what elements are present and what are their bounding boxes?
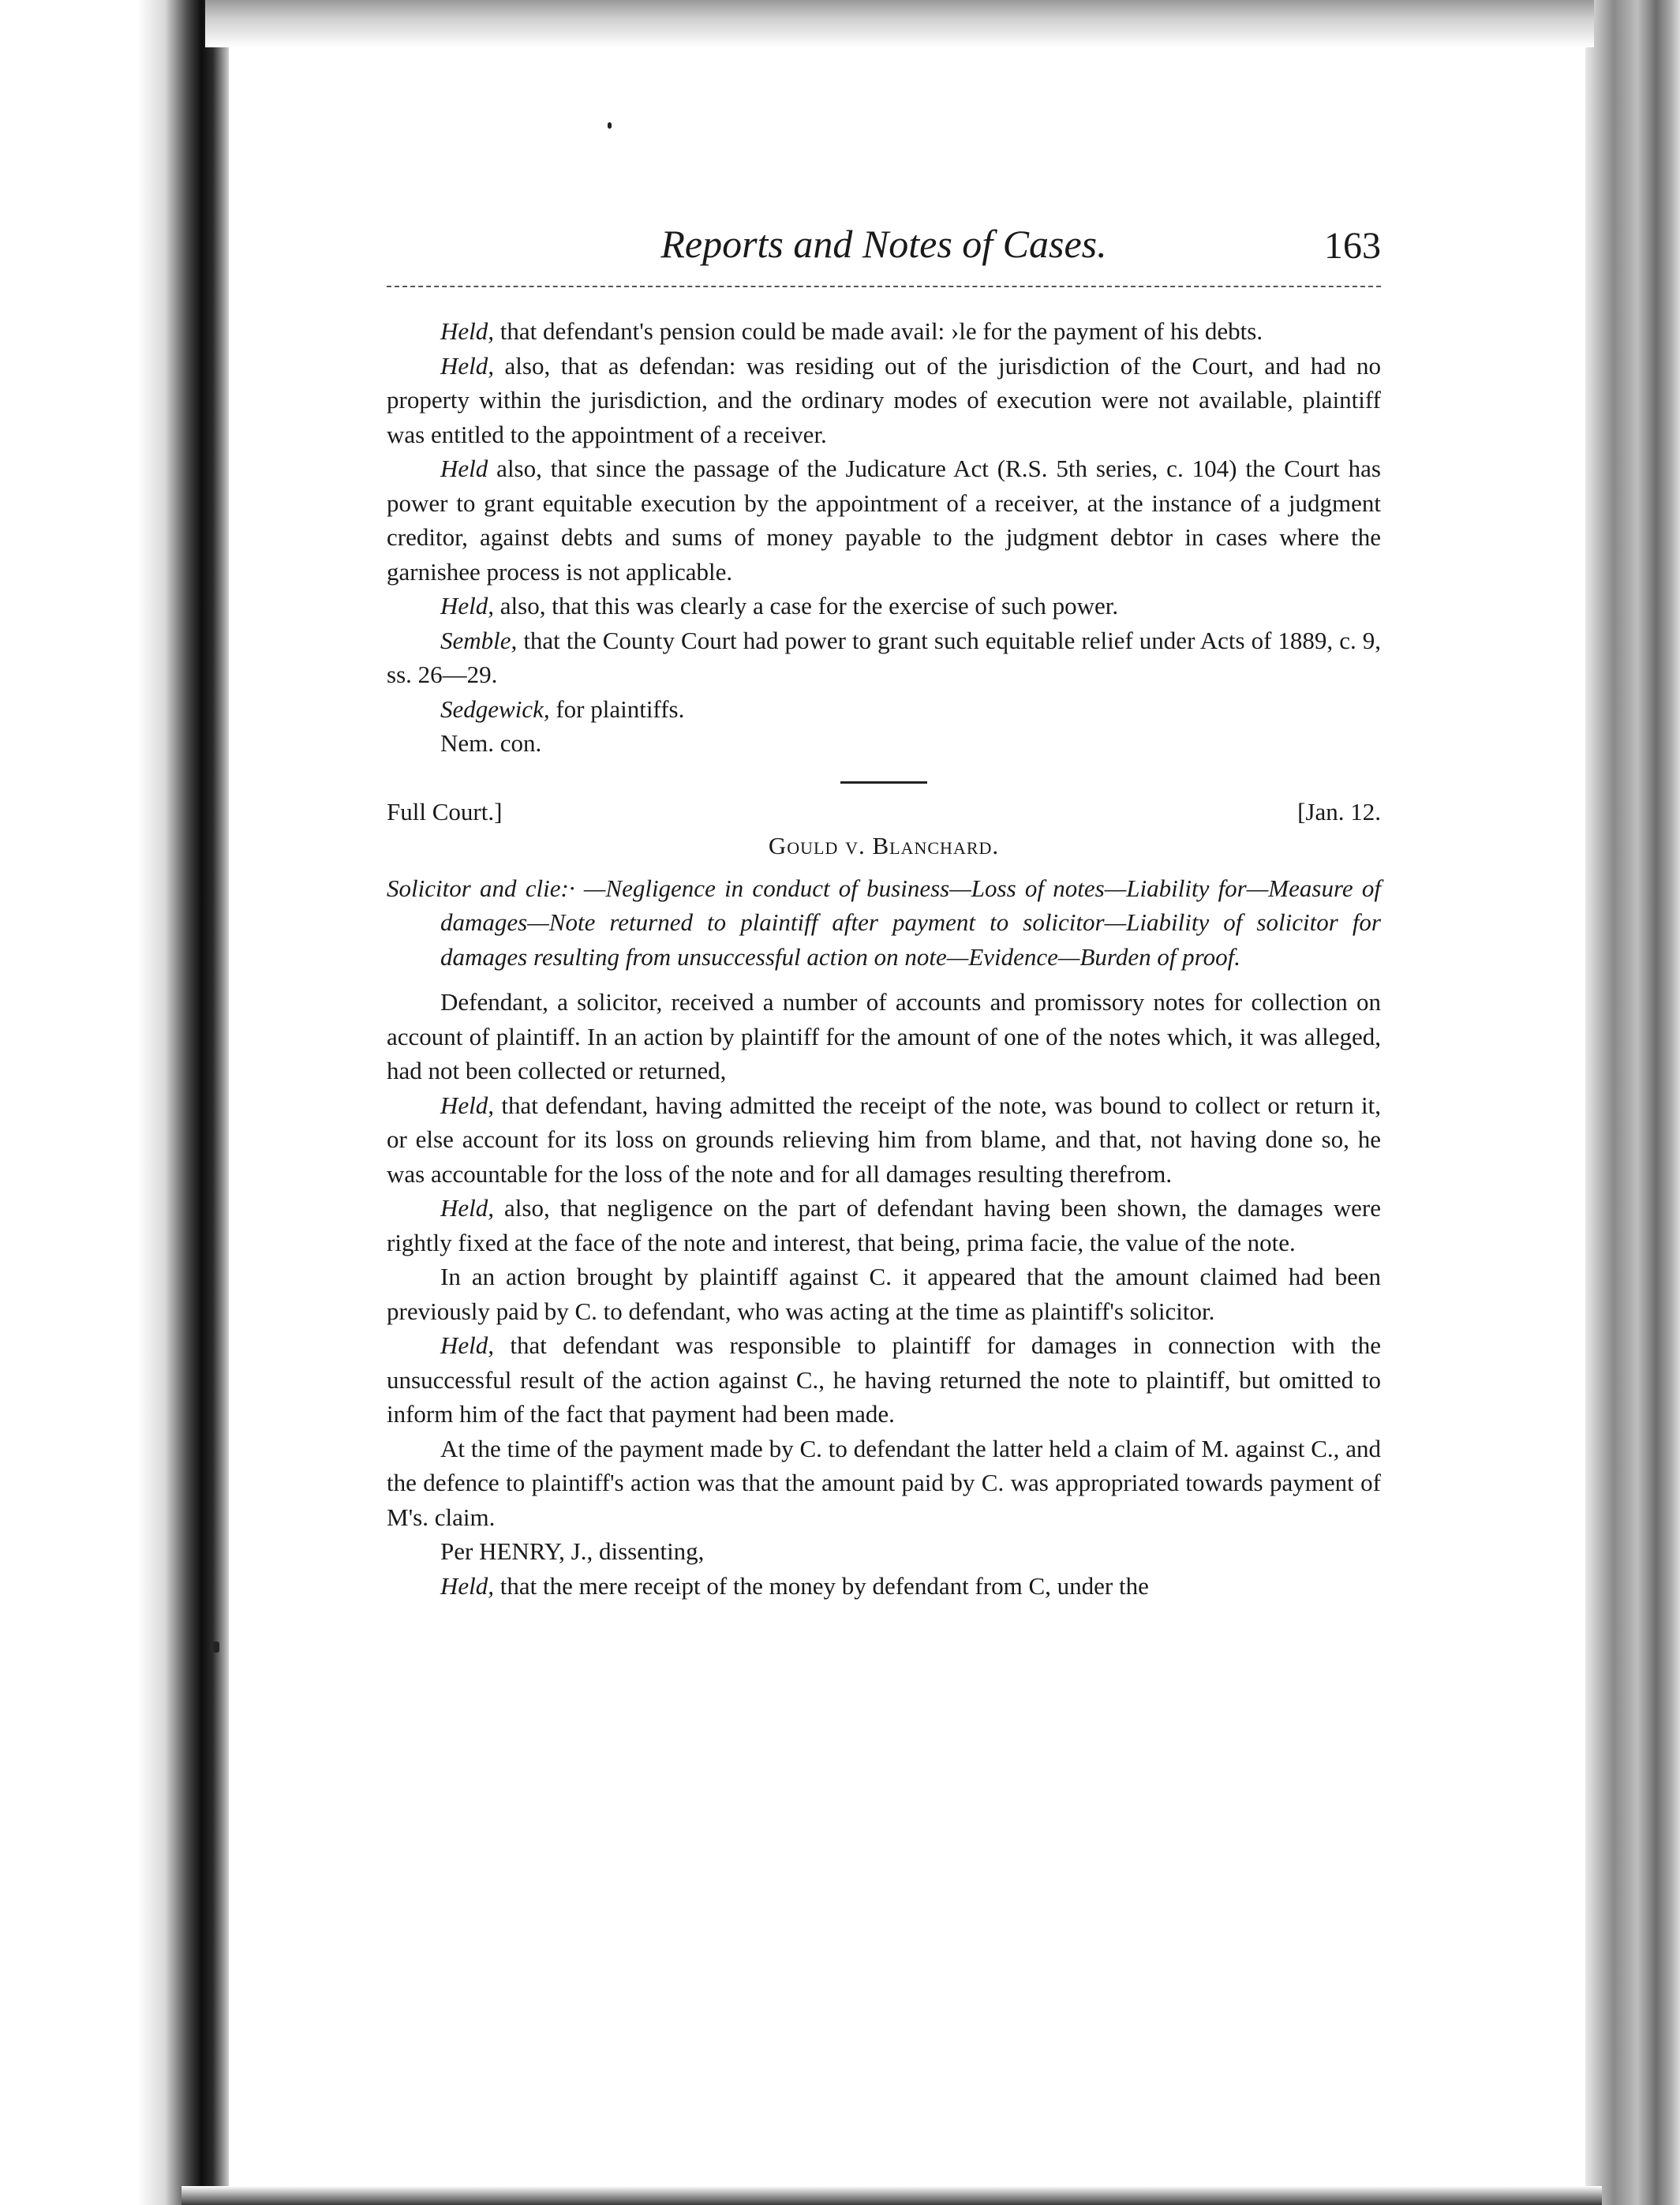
counsel-name: Sedgewick, <box>440 694 550 723</box>
held-label: Held <box>440 455 488 482</box>
scan-right-edge <box>1585 0 1680 2205</box>
paragraph-text: Defendant, a solicitor, received a number of accounts and promissory notes for collection on account of plaintiff. In an action by plaintiff for the amount of one of the notes which, it was alleged, had not been collected or returned, <box>387 988 1381 1084</box>
case-title: Gould v. Blanchard. <box>768 832 1000 859</box>
paragraph <box>387 623 1381 692</box>
page-number: 163 <box>1324 225 1381 267</box>
paragraph <box>387 1534 1381 1569</box>
scan-bottom-edge <box>181 2186 1602 2205</box>
paragraph-text: that the mere receipt of the money by defendant from C, under the <box>494 1571 1149 1600</box>
paragraph-text: also, that this was clearly a case for the exercise of such power. <box>494 592 1119 620</box>
paragraph-text: that the County Court had power to grant such equitable relief under Acts of 1889, c. 9, ss. 26—29. <box>387 626 1381 688</box>
scan-speck <box>608 122 612 129</box>
paragraph-text: Nem. con. <box>440 729 542 757</box>
paragraph-text: for plaintiffs. <box>549 694 685 723</box>
paragraph-text: that defendant's pension could be made avail: ›le for the payment of his debts. <box>494 317 1263 345</box>
paragraph <box>387 1088 1381 1192</box>
paragraph <box>387 1191 1381 1260</box>
paragraph-text: In an action brought by plaintiff against C. it appeared that the amount claimed had been previously paid by C. to defendant, who was acting at the time as plaintiff's solicitor. <box>387 1263 1381 1325</box>
body-text <box>387 314 1381 1603</box>
running-title: Reports and Notes of Cases. <box>660 222 1107 266</box>
held-label: Held, <box>440 1091 495 1119</box>
paragraph-text: At the time of the payment made by C. to defendant the latter held a claim of M. against C., and the defence to plaintiff's action was that the amount paid by C. was appropriated towards payment of M's. claim. <box>387 1434 1381 1531</box>
paragraph <box>387 1432 1381 1535</box>
paragraph-text: that defendant, having admitted the receipt of the note, was bound to collect or return it, or else account for its loss on grounds relieving him from blame, and that, not having done so, he was accountable for the loss of the note and for all damages resulting therefrom. <box>387 1091 1381 1188</box>
paragraph <box>387 1328 1381 1432</box>
section-divider <box>840 781 927 784</box>
paragraph-text: also, that as defendan: was residing out of the jurisdiction of the Court, and had no property within the jurisdiction, and the ordinary modes of execution were not available, plaintiff was entitled to the appointment of a receiver. <box>387 351 1381 448</box>
scan-speck <box>213 1642 219 1653</box>
paragraph <box>387 349 1381 452</box>
paragraph-text: also, that negligence on the part of defendant having been shown, the damages were rightly fixed at the face of the note and interest, that being, prima facie, the value of the note. <box>387 1194 1381 1256</box>
paragraph <box>387 314 1381 349</box>
paragraph-text: also, that since the passage of the Judicature Act (R.S. 5th series, c. 104) the Court has power to grant equitable execution by the appointment of a receiver, at the instance of a judgment creditor, against debts and sums of money payable to the judgment debtor in cases where the garnishee process is not applicable. <box>387 455 1381 586</box>
held-label: Held, <box>440 1194 495 1222</box>
paragraph <box>387 451 1381 589</box>
paragraph <box>387 1260 1381 1328</box>
scan-top-edge <box>205 0 1594 47</box>
paragraph <box>387 692 1381 727</box>
page <box>387 221 1381 1600</box>
case-syllabus: Solicitor and clie:· —Negligence in conduct of business—Loss of notes—Liability for—Measure of damages—Note returned to plaintiff after payment to solicitor—Liability of solicitor for damages resulting from unsuccessful action on note—Evidence—Burden of proof. <box>387 874 1381 971</box>
paragraph-text: that defendant was responsible to plaintiff for damages in connection with the unsuccessful result of the action against C., he having returned the note to plaintiff, but omitted to inform him of the fact that payment had been made. <box>387 1331 1381 1428</box>
semble-label: Semble, <box>440 626 518 654</box>
paragraph <box>387 589 1381 623</box>
header-rule <box>387 286 1381 287</box>
held-label: Held, <box>440 351 495 380</box>
case-date: [Jan. 12. <box>1297 797 1381 825</box>
held-label: Held, <box>440 1331 495 1359</box>
court-line <box>387 795 1381 829</box>
page-header <box>387 221 1381 276</box>
paragraph <box>387 985 1381 1088</box>
held-label: Held, <box>440 592 495 620</box>
scan-left-edge <box>0 0 229 2205</box>
paragraph-text: Per HENRY, J., dissenting, <box>440 1537 705 1565</box>
paragraph <box>387 726 1381 761</box>
held-label: Held, <box>440 1571 495 1600</box>
paragraph <box>387 1569 1381 1604</box>
held-label: Held, <box>440 317 495 345</box>
court-name: Full Court.] <box>387 797 503 825</box>
